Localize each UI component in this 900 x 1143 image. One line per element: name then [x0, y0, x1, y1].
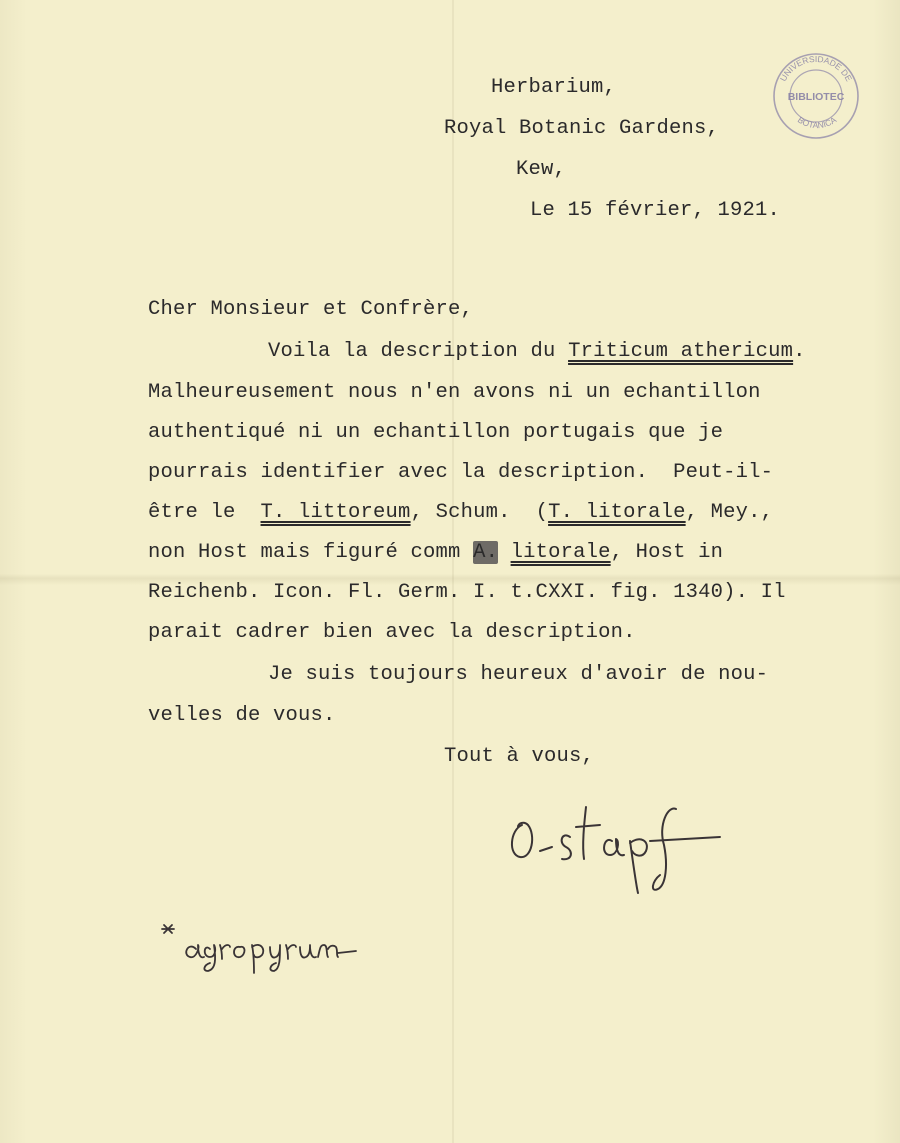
- closing: Tout à vous,: [444, 745, 595, 768]
- letter-date: Le 15 février, 1921.: [530, 199, 781, 222]
- species-t-litorale: T. litorale: [548, 501, 686, 524]
- body-line-2: Malheureusement nous n'en avons ni un echantillon: [148, 381, 761, 404]
- body-line-1-end: .: [793, 340, 806, 363]
- stamp-bottom-text: BOTANICA: [795, 114, 839, 131]
- salutation: Cher Monsieur et Confrère,: [148, 298, 474, 321]
- body-line-1-text: Voila la description du: [268, 340, 569, 363]
- letterhead-herbarium: Herbarium,: [491, 76, 617, 99]
- library-stamp: [770, 50, 862, 142]
- body-line-6-c: , Host in: [610, 541, 724, 564]
- body-line-7: Reichenb. Icon. Fl. Germ. I. t.CXXI. fig. 1340). Il: [148, 581, 786, 604]
- body-line-5-a: être le: [148, 501, 261, 524]
- species-t-littoreum: T. littoreum: [260, 501, 411, 524]
- body-line-6-a: non Host mais figuré comm: [148, 541, 474, 564]
- species-triticum-athericum: Triticum athericum: [568, 340, 794, 363]
- body-line-3: authentiqué ni un echantillon portugais que je: [148, 421, 724, 444]
- body-line-5: [148, 501, 773, 524]
- svg-text:BOTANICA: [796, 114, 838, 130]
- stamp-top-text: UNIVERSIDADE DE: [777, 53, 855, 84]
- svg-text:UNIVERSIDADE DE: [778, 54, 854, 83]
- handwritten-signature: [500, 785, 740, 905]
- body-line-6: [148, 541, 723, 564]
- overtyped-mark: A.: [473, 541, 499, 564]
- body-line-5-c: , Mey.,: [685, 501, 774, 524]
- body-line-5-b: , Schum. (: [410, 501, 549, 524]
- stamp-center-text: BIBLIOTEC: [787, 91, 845, 103]
- body-line-9: Je suis toujours heureux d'avoir de nou-: [268, 663, 769, 686]
- paper-fold: [452, 0, 454, 1143]
- letterhead-gardens: Royal Botanic Gardens,: [444, 117, 720, 140]
- body-line-10: velles de vous.: [148, 704, 336, 727]
- body-line-6-b: [498, 541, 511, 564]
- letterhead-kew: Kew,: [516, 158, 567, 181]
- body-line-4: pourrais identifier avec la description. Peut-il-: [148, 461, 774, 484]
- species-litorale-host: litorale: [510, 541, 611, 564]
- handwritten-margin-note: [158, 915, 378, 975]
- body-line-8: parait cadrer bien avec la description.: [148, 621, 636, 644]
- body-line-1: [268, 340, 806, 363]
